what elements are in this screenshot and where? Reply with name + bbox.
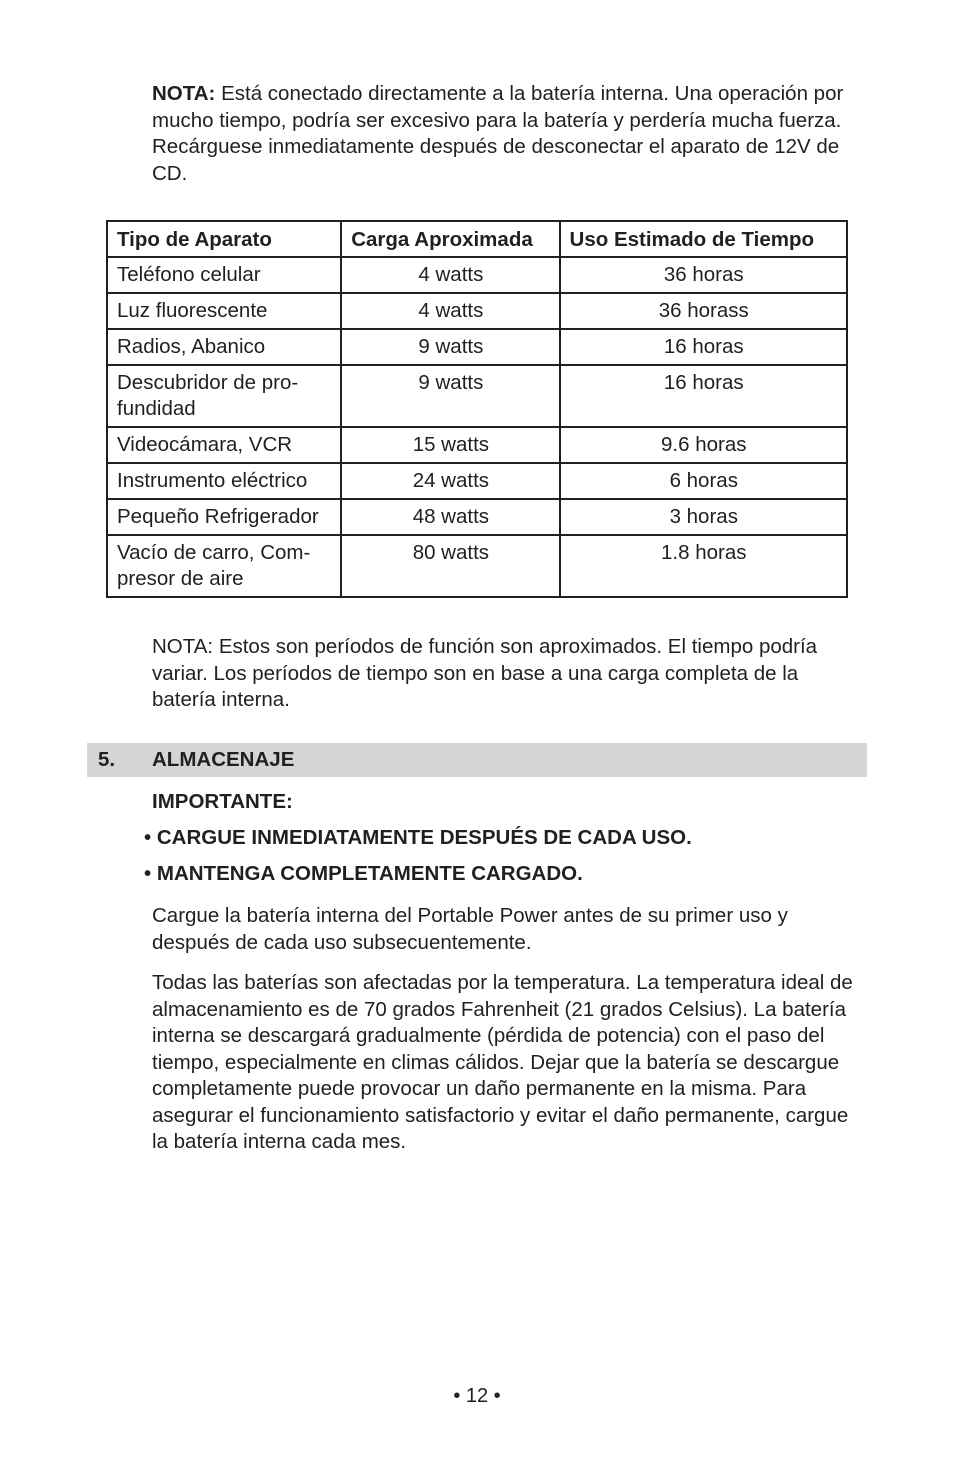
bullet-keep-charged: • MANTENGA COMPLETAMENTE CARGADO. [144, 862, 583, 885]
table-row [107, 427, 847, 463]
cell-load: 24 watts [341, 463, 559, 499]
bullet-charge-after-use: • CARGUE INMEDIATAMENTE DESPUÉS DE CADA USO. [144, 826, 692, 849]
table-row [107, 463, 847, 499]
table-row [107, 499, 847, 535]
table-row [107, 535, 847, 597]
cell-appliance: Videocámara, VCR [107, 427, 341, 463]
table-row [107, 365, 847, 427]
cell-load: 4 watts [341, 257, 559, 293]
cell-time: 16 horas [560, 365, 847, 427]
cell-appliance: Pequeño Refrigerador [107, 499, 341, 535]
cell-load: 9 watts [341, 365, 559, 427]
header-estimated-time: Uso Estimado de Tiempo [560, 221, 847, 257]
cell-appliance: Teléfono celular [107, 257, 341, 293]
cell-time: 3 horas [560, 499, 847, 535]
cell-appliance: Luz fluorescente [107, 293, 341, 329]
paragraph-charge-before-first-use: Cargue la batería interna del Portable Power antes de su primer uso y después de cada uso subsecuentemente. [152, 904, 788, 954]
header-appliance-type: Tipo de Aparato [107, 221, 341, 257]
cell-time: 16 horas [560, 329, 847, 365]
paragraph-temperature-storage: Todas las baterías son afectadas por la temperatura. La temperatura ideal de almacenamiento es de 70 grados Fahrenheit (21 grados Celsius). La batería interna se descargará gradualmente (pérdida de potencia) con el paso del tiempo, especialmente en climas cálidos. Dejar que la batería se descargue completamente puede provocar un daño permanente en la misma. Para asegurar el funcionamiento satisfactorio y evitar el daño permanente, cargue la batería interna cada mes. [152, 971, 853, 1153]
cell-time: 36 horass [560, 293, 847, 329]
note-label: NOTA: [152, 82, 216, 105]
cell-appliance: Radios, Abanico [107, 329, 341, 365]
section-number: 5. [98, 748, 116, 771]
cell-time: 6 horas [560, 463, 847, 499]
cell-time: 36 horas [560, 257, 847, 293]
cell-appliance: Descubridor de pro- fundidad [107, 365, 341, 427]
cell-load: 9 watts [341, 329, 559, 365]
cell-appliance: Vacío de carro, Com- presor de aire [107, 535, 341, 597]
section-title: ALMACENAJE [152, 748, 295, 771]
cell-load: 15 watts [341, 427, 559, 463]
table-header-row [107, 221, 847, 257]
header-approx-load: Carga Aproximada [341, 221, 559, 257]
cell-load: 48 watts [341, 499, 559, 535]
page-number: • 12 • [453, 1385, 501, 1407]
cell-load: 4 watts [341, 293, 559, 329]
appliance-runtime-table [106, 220, 848, 598]
table-row [107, 257, 847, 293]
table-row [107, 293, 847, 329]
important-heading: IMPORTANTE: [152, 790, 293, 813]
note-text: Está conectado directamente a la batería interna. Una operación por mucho tiempo, podría ser excesivo para la batería y perdería mucha fuerza. Recárguese inmediatamente después de desconectar el aparato de 12V de CD. [152, 82, 844, 185]
note-battery-warning [152, 81, 858, 187]
cell-load: 80 watts [341, 535, 559, 597]
section-header-storage [87, 743, 867, 777]
table-row [107, 329, 847, 365]
cell-time: 1.8 horas [560, 535, 847, 597]
note-runtime-approximate: NOTA: Estos son períodos de función son aproximados. El tiempo podría variar. Los períodos de tiempo son en base a una carga completa de la batería interna. [152, 635, 818, 711]
cell-appliance: Instrumento eléctrico [107, 463, 341, 499]
cell-time: 9.6 horas [560, 427, 847, 463]
